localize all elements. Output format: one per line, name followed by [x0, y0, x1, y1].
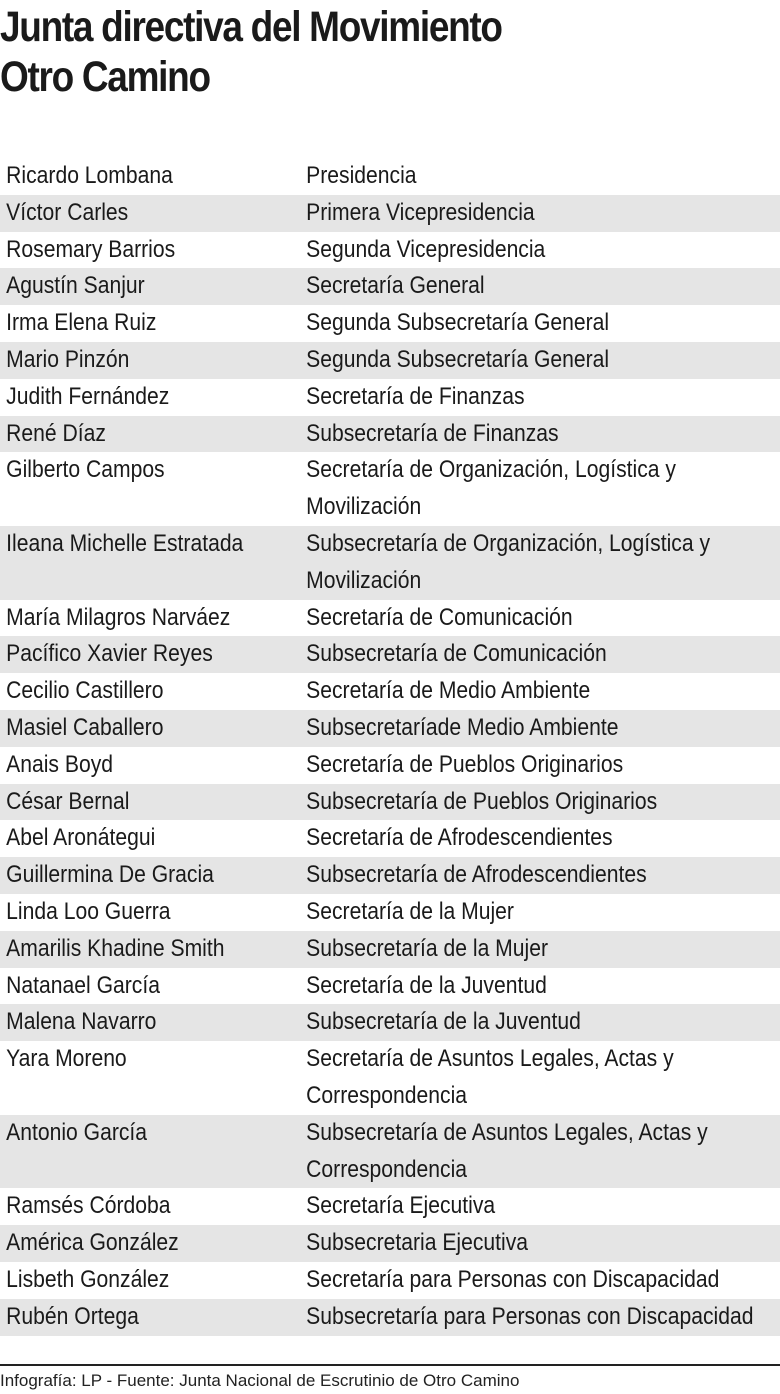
member-role-line: Segunda Vicepresidencia — [306, 235, 546, 263]
member-role — [300, 1041, 722, 1115]
member-role-line: Movilización — [306, 566, 422, 594]
member-name: René Díaz — [6, 419, 106, 447]
member-role — [300, 894, 722, 931]
member-role — [300, 526, 722, 600]
table-row — [0, 673, 780, 710]
member-name: Gilberto Campos — [6, 456, 165, 484]
member-role-line: Presidencia — [306, 162, 417, 189]
table-row — [0, 379, 780, 416]
source-credit: Infografía: LP - Fuente: Junta Nacional de Escrutinio de Otro Camino — [0, 1371, 520, 1390]
member-name: Víctor Carles — [6, 198, 129, 226]
table-row — [0, 305, 780, 342]
member-role — [300, 305, 722, 342]
member-name: Linda Loo Guerra — [6, 897, 171, 925]
table-row — [0, 820, 780, 857]
member-name: Mario Pinzón — [6, 345, 130, 373]
member-name: Rosemary Barrios — [6, 235, 176, 263]
member-role-line: Correspondencia — [306, 1081, 468, 1109]
member-role-line: Secretaría de la Juventud — [306, 971, 547, 999]
table-row — [0, 268, 780, 305]
member-name: Ricardo Lombana — [6, 162, 173, 189]
member-role-line: Subsecretaría de la Juventud — [306, 1008, 581, 1036]
table-row — [0, 931, 780, 968]
member-role — [300, 1115, 722, 1189]
member-role-line: Secretaría para Personas con Discapacidad — [306, 1265, 720, 1293]
member-role-line: Subsecretaría de Organización, Logística y — [306, 529, 711, 557]
member-role — [300, 1188, 722, 1225]
member-name: Natanael García — [6, 971, 160, 999]
member-role — [300, 710, 722, 747]
member-name: César Bernal — [6, 787, 130, 815]
member-name: Masiel Caballero — [6, 713, 164, 741]
footer-divider — [0, 1364, 780, 1366]
member-name: Rubén Ortega — [6, 1302, 139, 1330]
member-name: Malena Navarro — [6, 1008, 157, 1036]
member-role-line: Secretaría de Comunicación — [306, 603, 573, 631]
member-role-line: Subsecretaríade Medio Ambiente — [306, 713, 619, 741]
member-role-line: Subsecretaría de Pueblos Originarios — [306, 787, 658, 815]
member-role — [300, 158, 722, 195]
member-name: América González — [6, 1229, 179, 1257]
member-role-line: Movilización — [306, 493, 422, 521]
member-role-line: Subsecretaría de Afrodescendientes — [306, 861, 647, 889]
member-name: Amarilis Khadine Smith — [6, 934, 225, 962]
member-role — [300, 820, 722, 857]
member-role-line: Secretaría Ejecutiva — [306, 1192, 496, 1220]
member-role — [300, 379, 722, 416]
table-row — [0, 452, 780, 526]
member-role-line: Subsecretaría de Comunicación — [306, 640, 607, 668]
member-role — [300, 784, 722, 821]
table-row — [0, 1041, 780, 1115]
member-role-line: Secretaría de Afrodescendientes — [306, 824, 613, 852]
member-role — [300, 1225, 722, 1262]
member-role-line: Secretaría de Medio Ambiente — [306, 677, 591, 705]
member-role-line: Subsecretaría de la Mujer — [306, 934, 548, 962]
member-role — [300, 857, 722, 894]
board-table — [0, 158, 780, 1336]
table-row — [0, 416, 780, 453]
member-name: María Milagros Narváez — [6, 603, 231, 631]
member-role-line: Segunda Subsecretaría General — [306, 345, 610, 373]
member-name: Ramsés Córdoba — [6, 1192, 171, 1220]
member-role-line: Subsecretaria Ejecutiva — [306, 1229, 529, 1257]
table-row — [0, 747, 780, 784]
table-row — [0, 1299, 780, 1336]
member-role-line: Secretaría de la Mujer — [306, 897, 514, 925]
member-role — [300, 673, 722, 710]
table-row — [0, 1225, 780, 1262]
member-role — [300, 232, 722, 269]
member-name: Pacífico Xavier Reyes — [6, 640, 213, 668]
page-title-line-1: Junta directiva del Movimiento — [0, 3, 502, 51]
table-row — [0, 636, 780, 673]
member-role — [300, 452, 722, 526]
member-name: Lisbeth González — [6, 1265, 170, 1293]
member-role-line: Subsecretaría de Finanzas — [306, 419, 559, 447]
member-role — [300, 1004, 722, 1041]
member-name: Ileana Michelle Estratada — [6, 529, 244, 557]
table-row — [0, 232, 780, 269]
table-row — [0, 600, 780, 637]
member-role — [300, 1299, 754, 1336]
member-role-line: Secretaría General — [306, 272, 485, 300]
table-row — [0, 1115, 780, 1189]
member-role — [300, 1262, 722, 1299]
member-name: Irma Elena Ruiz — [6, 309, 157, 337]
member-role-line: Subsecretaría de Asuntos Legales, Actas y — [306, 1118, 708, 1146]
member-name: Antonio García — [6, 1118, 148, 1146]
page-title-line-2: Otro Camino — [0, 53, 210, 101]
member-role-line: Segunda Subsecretaría General — [306, 309, 610, 337]
member-role — [300, 931, 722, 968]
member-name: Yara Moreno — [6, 1045, 127, 1073]
member-role — [300, 747, 722, 784]
member-name: Judith Fernández — [6, 382, 170, 410]
table-row — [0, 857, 780, 894]
table-row — [0, 968, 780, 1005]
table-row — [0, 342, 780, 379]
table-row — [0, 1262, 780, 1299]
table-row — [0, 195, 780, 232]
page-title — [0, 2, 671, 102]
member-name: Cecilio Castillero — [6, 677, 164, 705]
member-name: Guillermina De Gracia — [6, 861, 214, 889]
member-role — [300, 968, 722, 1005]
table-row — [0, 158, 780, 195]
member-role — [300, 342, 722, 379]
member-role — [300, 268, 722, 305]
member-role — [300, 636, 722, 673]
member-role-line: Correspondencia — [306, 1155, 468, 1183]
member-role-line: Secretaría de Organización, Logística y — [306, 456, 676, 484]
table-row — [0, 784, 780, 821]
member-role-line: Secretaría de Finanzas — [306, 382, 525, 410]
table-row — [0, 526, 780, 600]
member-role — [300, 600, 722, 637]
member-role-line: Secretaría de Pueblos Originarios — [306, 750, 624, 778]
member-role-line: Primera Vicepresidencia — [306, 198, 535, 226]
table-row — [0, 1004, 780, 1041]
member-role-line: Secretaría de Asuntos Legales, Actas y — [306, 1045, 674, 1073]
table-row — [0, 894, 780, 931]
table-row — [0, 1188, 780, 1225]
table-row — [0, 710, 780, 747]
member-name: Abel Aronátegui — [6, 824, 156, 852]
member-role-line: Subsecretaría para Personas con Discapacidad — [306, 1302, 754, 1330]
member-name: Anais Boyd — [6, 750, 113, 778]
member-role — [300, 416, 722, 453]
member-name: Agustín Sanjur — [6, 272, 145, 300]
member-role — [300, 195, 722, 232]
